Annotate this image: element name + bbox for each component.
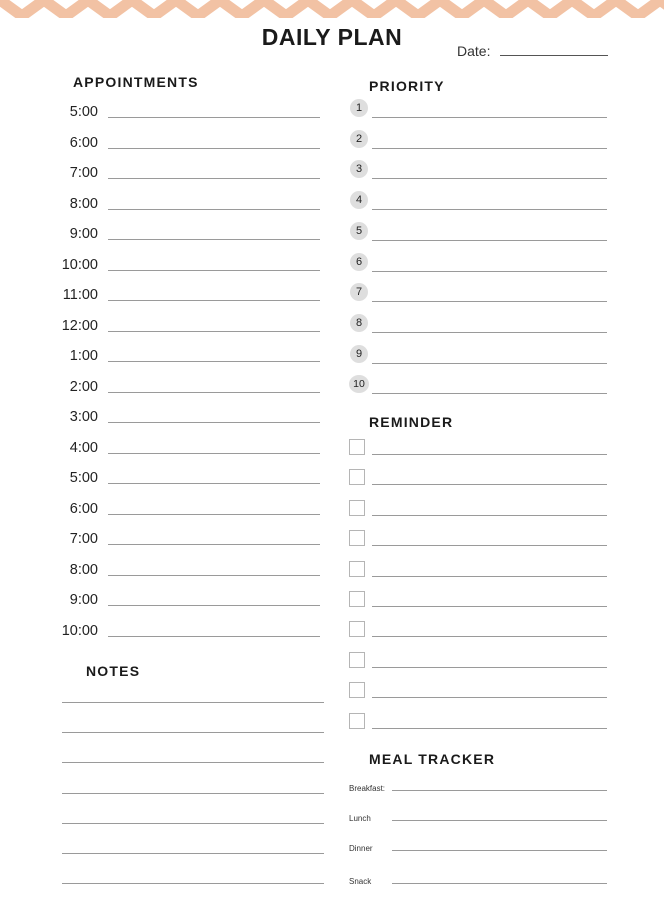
appointment-line[interactable] [108, 117, 320, 118]
priority-line[interactable] [372, 148, 607, 149]
notes-line[interactable] [62, 883, 324, 884]
reminder-heading: REMINDER [369, 414, 454, 430]
notes-line[interactable] [62, 732, 324, 733]
page-title: DAILY PLAN [261, 24, 403, 50]
appointment-line[interactable] [108, 239, 320, 240]
appointment-time: 2:00 [69, 378, 98, 395]
appointment-time: 6:00 [69, 134, 98, 151]
appointment-time: 4:00 [69, 439, 98, 456]
appointment-time: 8:00 [69, 195, 98, 212]
appointment-line[interactable] [108, 270, 320, 271]
appointment-line[interactable] [108, 514, 320, 515]
appointment-time: 10:00 [61, 256, 98, 273]
appointment-line[interactable] [108, 636, 320, 637]
reminder-line[interactable] [372, 515, 607, 516]
appointment-time: 12:00 [61, 317, 98, 334]
priority-number-badge: 3 [350, 160, 368, 178]
appointments-heading: APPOINTMENTS [73, 74, 199, 90]
priority-number-badge: 1 [350, 99, 368, 117]
priority-line[interactable] [372, 332, 607, 333]
appointment-time: 5:00 [69, 104, 98, 120]
appointment-time: 9:00 [69, 226, 98, 242]
appointment-line[interactable] [108, 575, 320, 576]
meal-line[interactable] [392, 790, 607, 791]
appointment-line[interactable] [108, 209, 320, 210]
appointment-time: 5:00 [69, 470, 98, 486]
reminder-checkbox[interactable] [349, 591, 365, 607]
appointment-line[interactable] [108, 422, 320, 423]
priority-number-badge: 4 [350, 191, 368, 209]
zigzag-border [0, 0, 664, 18]
notes-heading: NOTES [86, 663, 141, 679]
priority-line[interactable] [372, 393, 607, 394]
reminder-checkbox[interactable] [349, 530, 365, 546]
priority-number-badge: 6 [350, 253, 368, 271]
appointment-time: 10:00 [61, 622, 98, 639]
notes-line[interactable] [62, 793, 324, 794]
priority-number-badge: 5 [350, 222, 368, 240]
priority-number-badge: 10 [349, 375, 369, 393]
date-label: Date: [457, 43, 491, 59]
reminder-line[interactable] [372, 484, 607, 485]
appointment-line[interactable] [108, 605, 320, 606]
meal-line[interactable] [392, 850, 607, 851]
priority-line[interactable] [372, 271, 607, 272]
reminder-line[interactable] [372, 545, 607, 546]
appointment-time: 8:00 [69, 561, 98, 578]
priority-line[interactable] [372, 117, 607, 118]
meal-label: Lunch [349, 814, 371, 823]
reminder-checkbox[interactable] [349, 500, 365, 516]
reminder-checkbox[interactable] [349, 469, 365, 485]
appointment-line[interactable] [108, 178, 320, 179]
reminder-line[interactable] [372, 576, 607, 577]
reminder-line[interactable] [372, 606, 607, 607]
appointment-time: 1:00 [69, 348, 98, 364]
meal-label: Breakfast: [349, 784, 386, 793]
priority-line[interactable] [372, 240, 607, 241]
priority-line[interactable] [372, 178, 607, 179]
reminder-checkbox[interactable] [349, 561, 365, 577]
priority-number-badge: 8 [350, 314, 368, 332]
notes-line[interactable] [62, 702, 324, 703]
reminder-line[interactable] [372, 728, 607, 729]
priority-line[interactable] [372, 301, 607, 302]
notes-line[interactable] [62, 853, 324, 854]
reminder-checkbox[interactable] [349, 439, 365, 455]
meal-tracker-heading: MEAL TRACKER [369, 751, 496, 767]
appointment-line[interactable] [108, 300, 320, 301]
reminder-checkbox[interactable] [349, 652, 365, 668]
appointment-line[interactable] [108, 361, 320, 362]
notes-line[interactable] [62, 762, 324, 763]
appointment-line[interactable] [108, 148, 320, 149]
meal-line[interactable] [392, 820, 607, 821]
reminder-line[interactable] [372, 636, 607, 637]
priority-number-badge: 9 [350, 345, 368, 363]
appointment-time: 11:00 [62, 287, 98, 303]
priority-number-badge: 2 [350, 130, 368, 148]
date-field-line[interactable] [500, 55, 608, 56]
reminder-line[interactable] [372, 697, 607, 698]
appointment-line[interactable] [108, 392, 320, 393]
priority-line[interactable] [372, 209, 607, 210]
appointment-line[interactable] [108, 544, 320, 545]
appointment-time: 7:00 [69, 165, 98, 181]
appointment-time: 9:00 [69, 592, 98, 608]
appointment-time: 3:00 [69, 409, 98, 425]
reminder-checkbox[interactable] [349, 713, 365, 729]
reminder-checkbox[interactable] [349, 682, 365, 698]
reminder-line[interactable] [372, 667, 607, 668]
notes-line[interactable] [62, 823, 324, 824]
meal-label: Snack [349, 877, 372, 886]
appointment-time: 6:00 [69, 500, 98, 517]
reminder-checkbox[interactable] [349, 621, 365, 637]
appointment-line[interactable] [108, 483, 320, 484]
meal-line[interactable] [392, 883, 607, 884]
meal-label: Dinner [349, 844, 373, 853]
priority-heading: PRIORITY [369, 78, 445, 94]
priority-number-badge: 7 [350, 283, 368, 301]
appointment-line[interactable] [108, 331, 320, 332]
priority-line[interactable] [372, 363, 607, 364]
appointment-line[interactable] [108, 453, 320, 454]
appointment-time: 7:00 [69, 531, 98, 547]
reminder-line[interactable] [372, 454, 607, 455]
